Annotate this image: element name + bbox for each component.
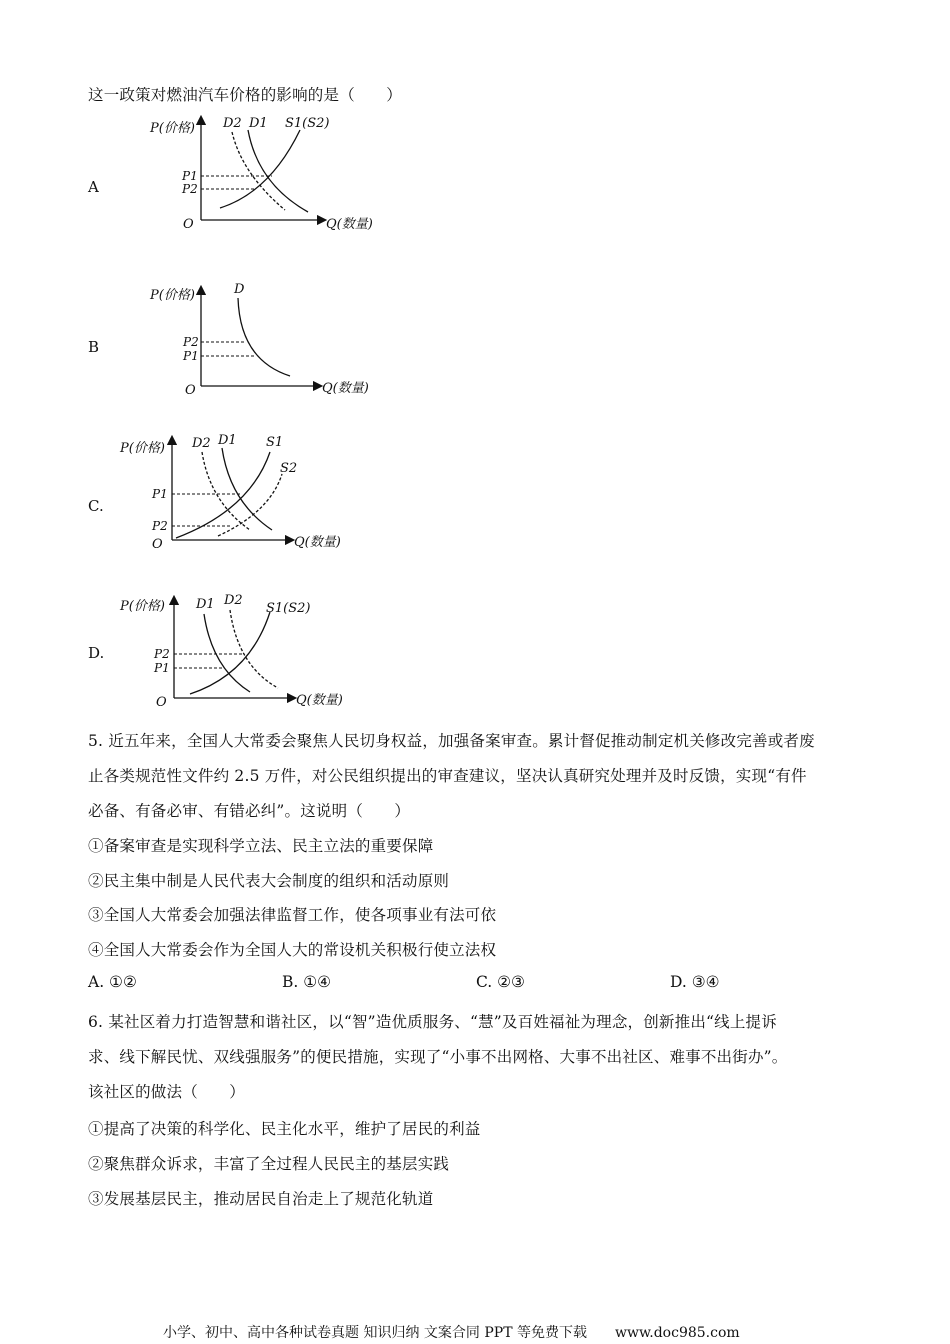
demand-curve-d2	[230, 610, 278, 688]
question-6-line-3: 该社区的做法（ ）	[88, 1083, 246, 1101]
curve-label-d1: D1	[196, 597, 215, 612]
price-label-p1: P1	[183, 349, 199, 363]
demand-curve-d2	[202, 452, 250, 530]
curve-label-d2: D2	[223, 116, 242, 131]
y-axis-label: P(价格)	[120, 441, 165, 456]
price-label-p2: P2	[152, 519, 168, 533]
curve-label-d1: D1	[249, 116, 268, 131]
graph-option-a	[150, 112, 390, 237]
curve-label-s1: S1	[266, 435, 284, 450]
graph-option-d	[120, 590, 370, 715]
question-6-line-1: 6. 某社区着力打造智慧和谐社区，以“智”造优质服务、“慧”及百姓福祉为理念，创新推出“线上提诉	[88, 1013, 777, 1031]
question-4-stem-tail: 这一政策对燃油汽车价格的影响的是（ ）	[88, 86, 403, 104]
origin-label: O	[152, 537, 163, 552]
graph-option-c	[120, 432, 360, 552]
price-label-p2: P2	[182, 182, 198, 196]
question-6-statement-1: ①提高了决策的科学化、民主化水平，维护了居民的利益	[88, 1120, 481, 1138]
choice-b[interactable]: B. ①④	[282, 973, 332, 991]
option-b-label: B	[88, 338, 100, 356]
option-a-label: A	[88, 178, 99, 196]
question-5-statement-2: ②民主集中制是人民代表大会制度的组织和活动原则	[88, 872, 450, 890]
curve-label-d2: D2	[224, 593, 243, 608]
demand-curve-d1	[248, 130, 308, 212]
supply-curve-s2	[218, 474, 282, 536]
x-axis-label: Q(数量)	[296, 693, 343, 708]
choice-a[interactable]: A. ①②	[88, 973, 137, 991]
y-axis-label: P(价格)	[120, 599, 165, 614]
curve-label-d2: D2	[192, 436, 211, 451]
choice-c[interactable]: C. ②③	[476, 973, 525, 991]
origin-label: O	[185, 383, 196, 398]
question-6-statement-2: ②聚焦群众诉求，丰富了全过程人民民主的基层实践	[88, 1155, 450, 1173]
question-5-line-2: 止各类规范性文件约 2.5 万件，对公民组织提出的审查建议，坚决认真研究处理并及时反馈，实现“有件	[88, 767, 807, 785]
question-5-line-1: 5. 近五年来，全国人大常委会聚焦人民切身权益，加强备案审查。累计督促推动制定机关修改完善或者废	[88, 732, 815, 750]
supply-curve-s1	[176, 452, 270, 538]
price-label-p1: P1	[152, 487, 168, 501]
page-footer: 小学、初中、高中各种试卷真题 知识归纳 文案合同 PPT 等免费下载 www.doc985.com	[163, 1325, 740, 1341]
supply-curve-s1s2	[190, 612, 270, 694]
graph-option-b	[150, 278, 390, 398]
x-axis-label: Q(数量)	[326, 217, 373, 232]
x-axis-label: Q(数量)	[322, 381, 369, 396]
origin-label: O	[156, 695, 167, 710]
question-5-line-3: 必备、有备必审、有错必纠”。这说明（ ）	[88, 802, 411, 820]
curve-label-d: D	[234, 282, 245, 297]
curve-label-s1s2: S1(S2)	[266, 601, 311, 616]
question-5-statement-3: ③全国人大常委会加强法律监督工作，使各项事业有法可依	[88, 906, 497, 924]
price-label-p2: P2	[154, 647, 170, 661]
choice-d[interactable]: D. ③④	[670, 973, 720, 991]
curve-label-d1: D1	[218, 433, 237, 448]
x-axis-label: Q(数量)	[294, 535, 341, 550]
price-label-p1: P1	[154, 661, 170, 675]
supply-curve-s1s2	[220, 130, 300, 208]
origin-label: O	[183, 217, 194, 232]
question-5-choices	[88, 973, 788, 995]
demand-curve-d1	[222, 448, 272, 530]
price-label-p2: P2	[183, 335, 199, 349]
y-axis-label: P(价格)	[150, 121, 195, 136]
question-5-statement-1: ①备案审查是实现科学立法、民主立法的重要保障	[88, 837, 434, 855]
y-axis-label: P(价格)	[150, 288, 195, 303]
question-5-statement-4: ④全国人大常委会作为全国人大的常设机关积极行使立法权	[88, 941, 497, 959]
question-6-statement-3: ③发展基层民主，推动居民自治走上了规范化轨道	[88, 1190, 434, 1208]
question-6-line-2: 求、线下解民忧、双线强服务”的便民措施，实现了“小事不出网格、大事不出社区、难事不出街办”。	[88, 1048, 788, 1066]
curve-label-s1s2: S1(S2)	[285, 116, 330, 131]
curve-label-s2: S2	[280, 461, 298, 476]
demand-curve-d2	[232, 132, 285, 210]
demand-curve-d	[238, 298, 290, 376]
option-c-label: C.	[88, 497, 104, 515]
price-label-p1: P1	[182, 169, 198, 183]
option-d-label: D.	[88, 644, 105, 662]
